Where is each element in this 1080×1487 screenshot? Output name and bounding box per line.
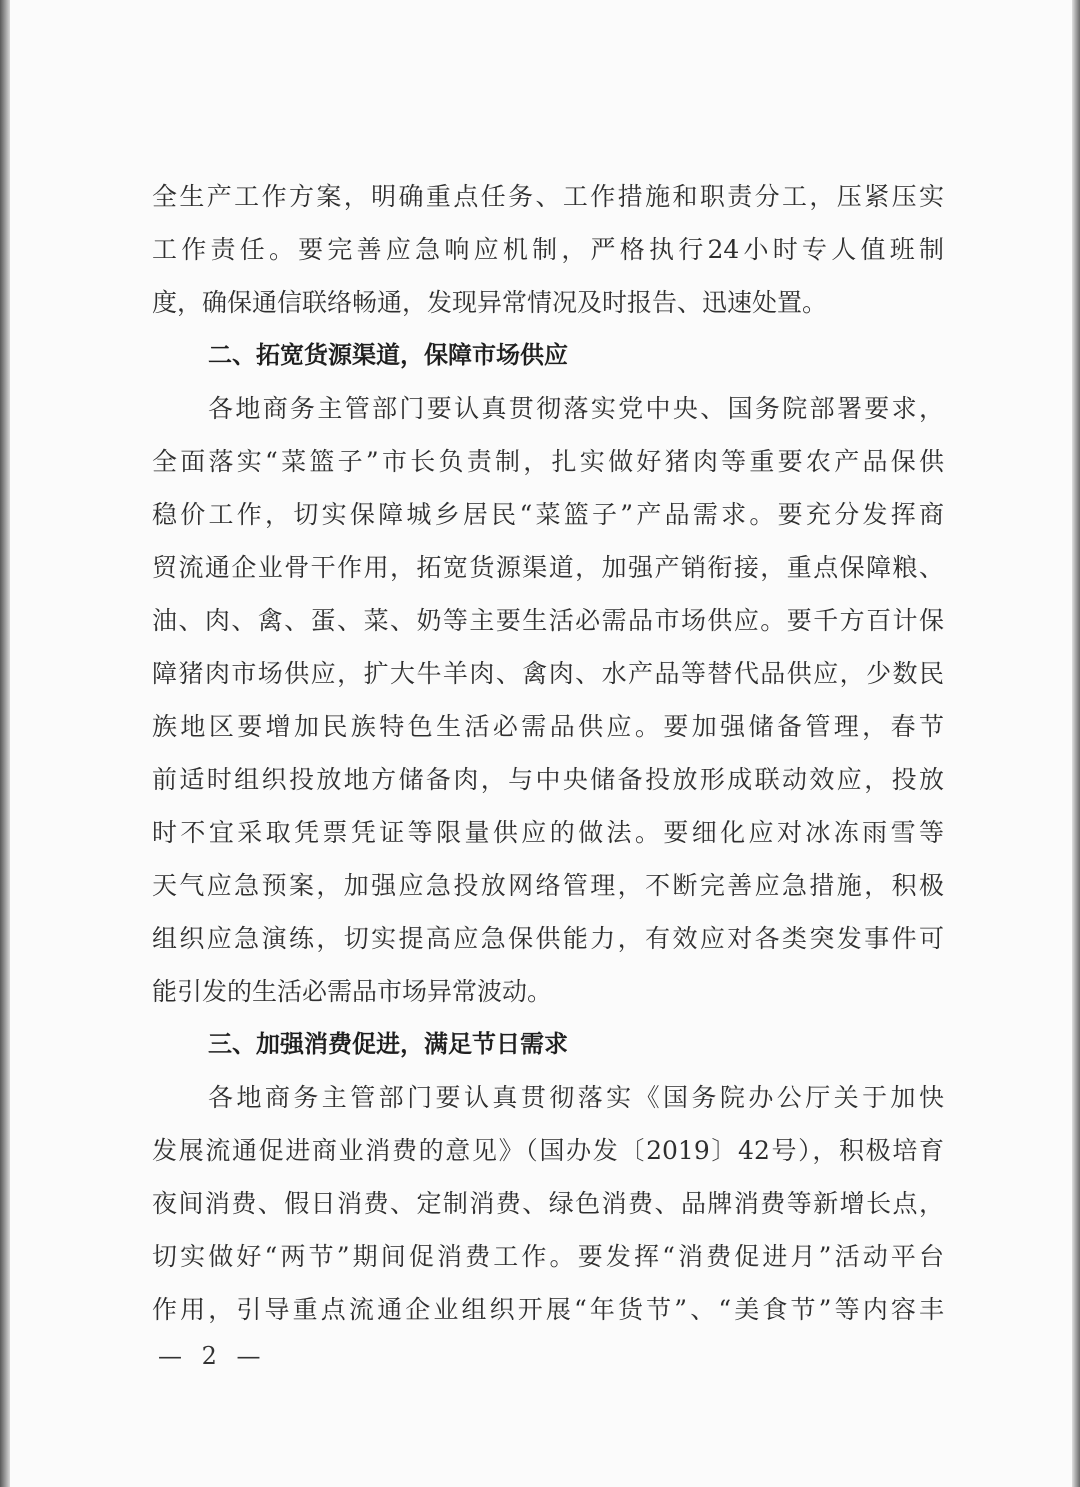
- text-line: 族地区要增加民族特色生活必需品供应。要加强储备管理，春节: [152, 712, 944, 741]
- text-line: 油、肉、禽、蛋、菜、奶等主要生活必需品市场供应。要千方百计保: [152, 606, 944, 635]
- text-line: 组织应急演练，切实提高应急保供能力，有效应对各类突发事件可: [152, 924, 944, 953]
- text-line: 贸流通企业骨干作用，拓宽货源渠道，加强产销衔接，重点保障粮、: [152, 553, 944, 582]
- document-body: [152, 170, 944, 1336]
- text-line: 全面落实“菜篮子”市长负责制，扎实做好猪肉等重要农产品保供: [152, 447, 944, 476]
- text-line: 时不宜采取凭票凭证等限量供应的做法。要细化应对冰冻雨雪等: [152, 818, 944, 847]
- section-3-paragraph: [152, 1071, 944, 1336]
- text-line: 工作责任。要完善应急响应机制，严格执行24小时专人值班制: [152, 235, 944, 264]
- text-line: 度，确保通信联络畅通，发现异常情况及时报告、迅速处置。: [152, 288, 828, 317]
- section-heading-2: 二、拓宽货源渠道，保障市场供应: [208, 341, 568, 369]
- text-line: 能引发的生活必需品市场异常波动。: [152, 977, 553, 1006]
- text-line: 作用，引导重点流通企业组织开展“年货节”、“美食节”等内容丰: [152, 1295, 944, 1324]
- text-line: 天气应急预案，加强应急投放网络管理，不断完善应急措施，积极: [152, 871, 944, 900]
- page-right-edge: [1072, 0, 1080, 1487]
- text-line: 夜间消费、假日消费、定制消费、绿色消费、品牌消费等新增长点，: [152, 1189, 944, 1218]
- page-number: — 2 —: [158, 1342, 267, 1370]
- page-left-edge: [0, 0, 10, 1487]
- text-line: 全生产工作方案，明确重点任务、工作措施和职责分工，压紧压实: [152, 182, 944, 211]
- text-line: 稳价工作，切实保障城乡居民“菜篮子”产品需求。要充分发挥商: [152, 500, 944, 529]
- paragraph-continuation: [152, 170, 944, 329]
- section-2-paragraph: [152, 382, 944, 1018]
- section-heading-3: 三、加强消费促进，满足节日需求: [208, 1030, 568, 1058]
- text-line: 各地商务主管部门要认真贯彻落实党中央、国务院部署要求，: [208, 394, 944, 423]
- text-line: 前适时组织投放地方储备肉，与中央储备投放形成联动效应，投放: [152, 765, 944, 794]
- text-line: 切实做好“两节”期间促消费工作。要发挥“消费促进月”活动平台: [152, 1242, 944, 1271]
- text-line: 发展流通促进商业消费的意见》（国办发〔2019〕42号），积极培育: [152, 1136, 944, 1165]
- text-line: 障猪肉市场供应，扩大牛羊肉、禽肉、水产品等替代品供应，少数民: [152, 659, 944, 688]
- text-line: 各地商务主管部门要认真贯彻落实《国务院办公厅关于加快: [208, 1083, 944, 1112]
